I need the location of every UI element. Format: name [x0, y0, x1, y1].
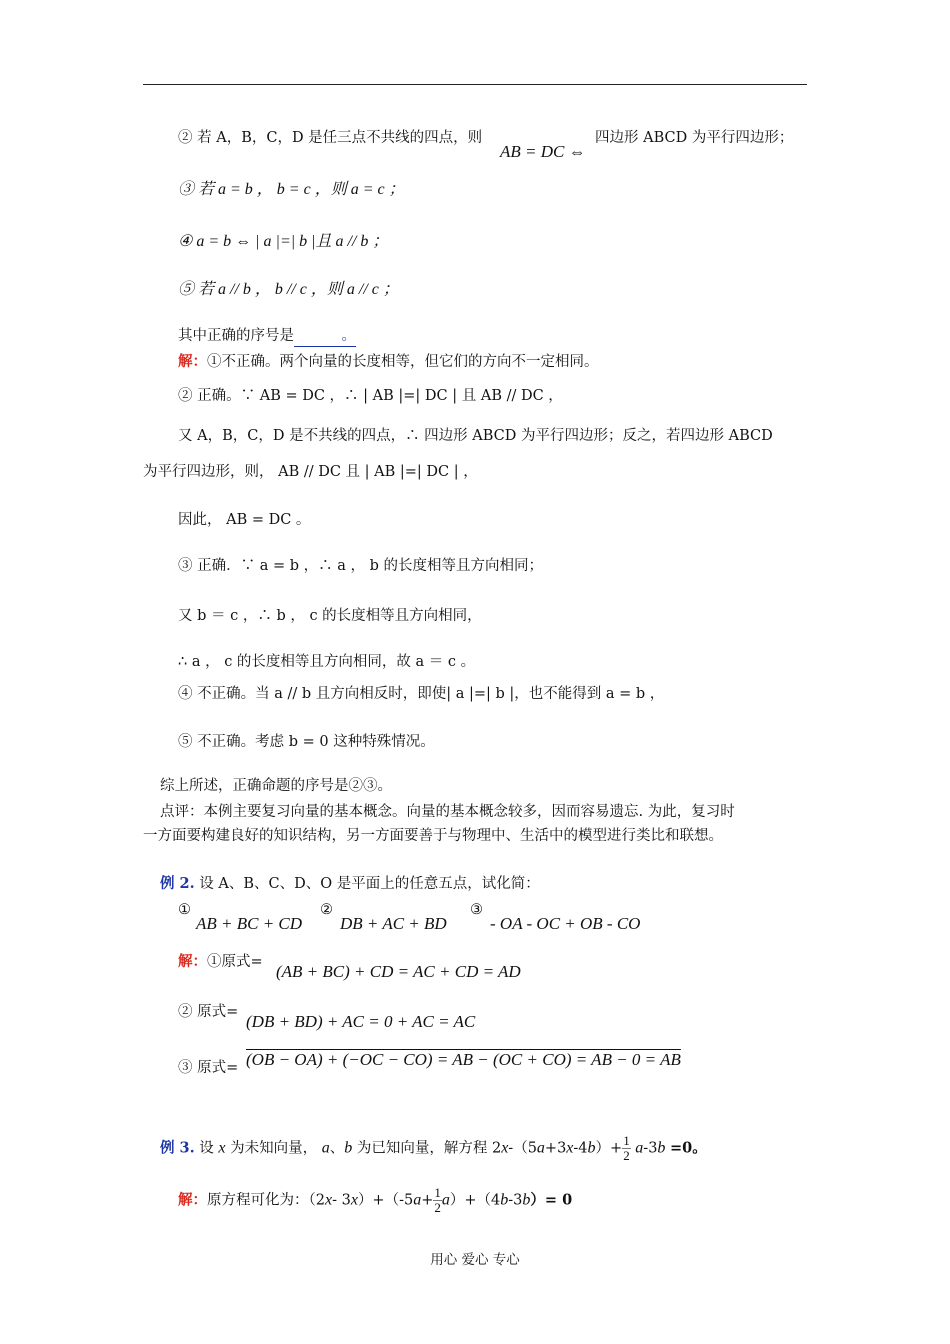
- example-2-heading: [160, 874, 540, 894]
- var-b: b: [500, 1191, 509, 1209]
- item-4: ④ a = b ⇔ | a |=| b |且 a // b ；: [178, 233, 389, 250]
- solution-1-p9: ④ 不正确。当 a // b 且方向相反时，即使| a |=| b |，也不能得到 a = b ，: [178, 686, 665, 702]
- solution-1-p1: [178, 352, 599, 372]
- solution-1-p1-text: ①不正确。两个向量的长度相等，但它们的方向不一定相同。: [207, 354, 599, 370]
- task-1-num: ①: [178, 902, 191, 918]
- var-x: x: [501, 1139, 509, 1157]
- header-rule: [143, 84, 807, 85]
- sol-part: -3: [508, 1192, 523, 1209]
- var-a: a: [536, 1139, 545, 1157]
- separator: 、: [329, 1140, 345, 1157]
- solution-label: 解：: [178, 353, 207, 370]
- example-2-tasks: [178, 900, 191, 920]
- example-3-solution-label: 解：: [178, 1191, 207, 1209]
- task-1: AB + BC + CD: [196, 914, 303, 933]
- var-a: a: [441, 1191, 450, 1209]
- fraction-numerator: 1: [623, 1133, 630, 1148]
- example-3-label: 例 3.: [160, 1139, 195, 1157]
- solution-1-prefix: ①原式=: [207, 954, 263, 970]
- example-2-text: 设 A、B、C、D、O 是平面上的任意五点，试化简：: [199, 876, 540, 892]
- var-a: a: [321, 1139, 330, 1157]
- item-3: ③ 若 a = b ， b = c ，则 a = c ；: [178, 181, 405, 198]
- example-2-solution-3: (OB − OA) + (−OC − CO) = AB − (OC + CO) = AB − 0 = AB: [246, 1050, 681, 1069]
- solution-1-p6: ③ 正确．∵ a = b ，∴ a ， b 的长度相等且方向相同；: [178, 558, 543, 574]
- fraction-one-half: [433, 1186, 442, 1215]
- answer-blank: 。: [294, 326, 356, 347]
- sol-part: +: [421, 1192, 434, 1209]
- example-2-label: 例 2.: [160, 875, 195, 892]
- var-x: x: [566, 1139, 574, 1157]
- solution-1-p10: ⑤ 不正确。考虑 b = 0 这种特殊情况。: [178, 734, 435, 750]
- fraction-denominator: 2: [623, 1148, 630, 1163]
- task-2: DB + AC + BD: [340, 914, 447, 933]
- solution-1-p5: 因此， AB = DC 。: [178, 512, 311, 528]
- eq-end: =0。: [670, 1139, 707, 1157]
- sol-part: ）+（-5: [357, 1192, 414, 1209]
- solution-1-p8: ∴ a ， c 的长度相等且方向相同，故 a ＝ c 。: [178, 654, 476, 670]
- eq-part: ）+: [595, 1140, 623, 1157]
- item-2: [178, 128, 482, 148]
- sol-part: ）+（4: [449, 1192, 501, 1209]
- var-b: b: [587, 1139, 596, 1157]
- var-b: b: [522, 1191, 531, 1209]
- item-2-text: ② 若 A，B，C，D 是任三点不共线的四点，则: [178, 130, 483, 146]
- example-3-heading: [160, 1134, 707, 1163]
- comment-line-2: 一方面要构建良好的知识结构，另一方面要善于与物理中、生活中的模型进行类比和联想。: [143, 828, 723, 844]
- sol-part: - 3: [332, 1192, 351, 1209]
- var-x: x: [350, 1191, 358, 1209]
- example-2-solution-1-prefix: [178, 952, 263, 972]
- example-3-text-c: 为已知向量，解方程 2: [356, 1140, 502, 1157]
- eq-part: -4: [573, 1140, 588, 1157]
- sol-part: ）= 0: [530, 1191, 573, 1209]
- eq-part: -3: [643, 1140, 658, 1157]
- example-2-solution-2: (DB + BD) + AC = 0 + AC = AC: [246, 1012, 476, 1031]
- example-2-solution-3-prefix: ③ 原式=: [178, 1060, 239, 1076]
- task-3-num: ③: [470, 902, 483, 918]
- solution-text: 原方程可化为：（2: [207, 1192, 325, 1209]
- question-text: 其中正确的序号是: [178, 328, 294, 344]
- fraction-one-half: [622, 1134, 631, 1163]
- eq-part: -（5: [508, 1140, 537, 1157]
- var-b: b: [657, 1139, 666, 1157]
- var-a: a: [635, 1139, 644, 1157]
- item-5: ⑤ 若 a // b ， b // c ，则 a // c ；: [178, 281, 399, 298]
- comment-line-1: 点评：本例主要复习向量的基本概念。向量的基本概念较多，因而容易遗忘. 为此，复习时: [160, 804, 735, 820]
- example-2-solution-1: (AB + BC) + CD = AC + CD = AD: [276, 962, 521, 981]
- solution-1-p4: 为平行四边形，则， AB // DC 且 | AB |=| DC | ，: [143, 464, 478, 480]
- solution-1-p7: 又 b ＝ c ，∴ b ， c 的长度相等且方向相同，: [178, 608, 482, 624]
- item-2-formula: AB = DC ⇔: [500, 142, 586, 161]
- question-line: [178, 326, 356, 347]
- example-2-solution-label: 解：: [178, 953, 207, 970]
- solution-1-p3: 又 A，B，C，D 是不共线的四点，∴ 四边形 ABCD 为平行四边形；反之，若四边形 ABCD: [178, 428, 773, 444]
- example-3-solution: [178, 1186, 572, 1215]
- eq-part: +3: [544, 1140, 567, 1157]
- var-x: x: [218, 1139, 226, 1157]
- solution-1-p2: ② 正确。∵ AB = DC ，∴ | AB |=| DC | 且 AB // DC ，: [178, 388, 563, 404]
- fraction-denominator: 2: [434, 1200, 441, 1215]
- fraction-numerator: 1: [434, 1185, 441, 1200]
- task-2-num: ②: [320, 902, 333, 918]
- var-a: a: [413, 1191, 422, 1209]
- example-3-text-a: 设: [199, 1140, 214, 1157]
- var-b: b: [344, 1139, 353, 1157]
- example-3-text-b: 为未知向量，: [230, 1140, 318, 1157]
- item-2-tail: 四边形 ABCD 为平行四边形；: [595, 130, 794, 146]
- page-footer: 用心 爱心 专心: [430, 1252, 520, 1268]
- example-2-solution-2-prefix: ② 原式=: [178, 1004, 239, 1020]
- summary: 综上所述，正确命题的序号是②③。: [160, 778, 392, 794]
- var-x: x: [324, 1191, 333, 1209]
- task-3: - OA - OC + OB - CO: [490, 914, 641, 933]
